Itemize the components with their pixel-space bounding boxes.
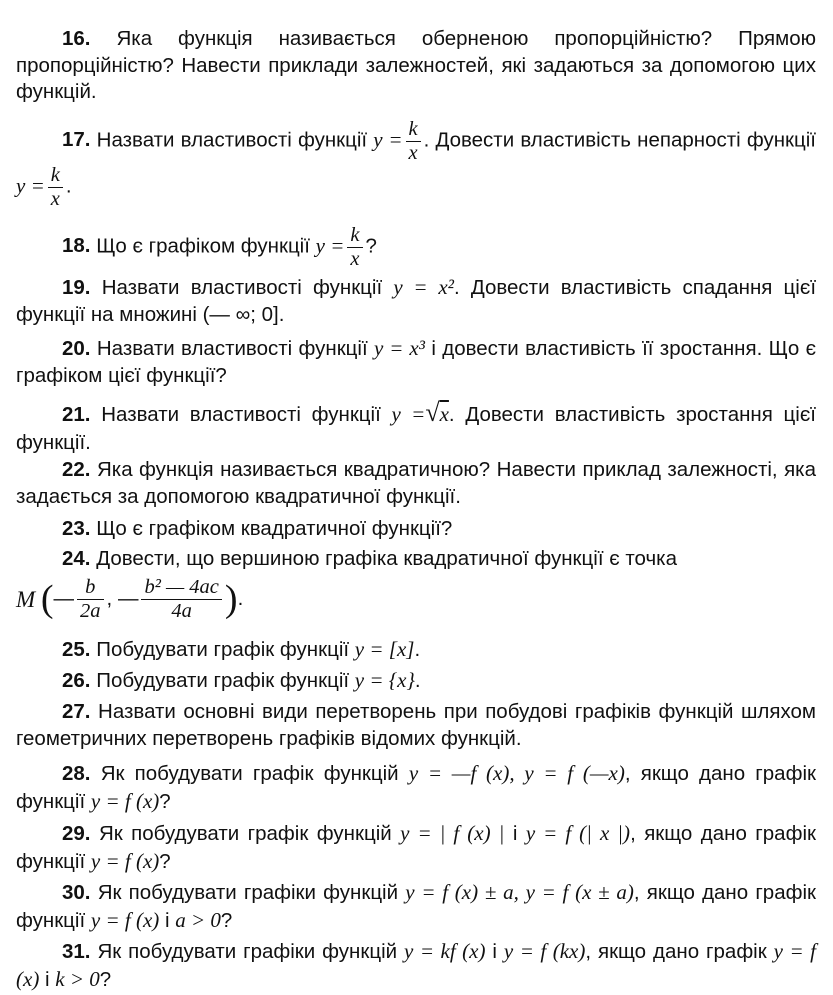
fraction-numerator: b² — 4ac xyxy=(141,576,221,600)
square-root-sign: √ xyxy=(425,398,440,427)
formula: y = —f (x), y = f (—x) xyxy=(408,761,625,785)
exercise-text: Побудувати графік функції xyxy=(96,669,350,692)
exercise-text: і xyxy=(45,967,50,991)
exercise-text: Довести, що вершиною графіка квадратичної функції є точка xyxy=(96,547,677,570)
exercise-31 xyxy=(16,938,816,993)
exercise-text: Побудувати графік функції xyxy=(96,638,350,661)
exercise-text: Як побудувати графіки функцій xyxy=(97,881,399,904)
fraction xyxy=(141,576,221,622)
formula: y = f (| x |) xyxy=(525,821,631,845)
exercise-text: . xyxy=(414,638,421,661)
formula: y = f (x) ± a, y = f (x ± a) xyxy=(405,880,634,904)
fraction-numerator: k xyxy=(406,118,421,142)
exercise-number: 29. xyxy=(62,822,91,845)
period: . xyxy=(237,586,244,610)
exercise-number: 27. xyxy=(62,700,91,723)
exercise-18 xyxy=(16,224,816,270)
exercise-text: і довести властивість її зростання. Що є графіком цієї функції? xyxy=(16,337,817,387)
left-paren: ( xyxy=(40,577,54,620)
exercise-text: Що є графіком функції xyxy=(96,234,310,258)
right-paren: ) xyxy=(224,577,238,620)
formula: y = f (kx) xyxy=(503,939,586,963)
exercise-text: Назвати властивості функції xyxy=(101,276,383,299)
exercise-number: 24. xyxy=(62,547,91,570)
formula: y = kf (x) xyxy=(404,939,486,963)
exercise-23 xyxy=(16,516,816,543)
exercise-text: Назвати основні види перетворень при побудові графіків функцій шляхом геометричних перетворень графіків відомих функцій. xyxy=(16,700,816,750)
exercise-text: Як побудувати графік функцій xyxy=(98,822,392,845)
fraction-denominator: x xyxy=(350,247,360,270)
exercise-text: ? xyxy=(365,234,377,258)
exercise-text: Назвати властивості функції xyxy=(96,337,368,360)
exercise-text: ? xyxy=(159,789,171,813)
fraction-denominator: x xyxy=(408,141,418,164)
formula: y = f (x) xyxy=(90,848,160,873)
exercise-29 xyxy=(16,820,816,875)
fraction xyxy=(347,224,362,270)
exercise-16 xyxy=(16,26,816,106)
fraction-denominator: x xyxy=(50,187,60,210)
formula: y = {x} xyxy=(354,668,415,692)
exercise-number: 19. xyxy=(62,276,91,299)
formula: y = | f (x) | xyxy=(400,821,505,845)
exercise-28 xyxy=(16,760,816,815)
formula: y = f (x) xyxy=(90,788,160,813)
exercise-text: . Довести властивість зростання цієї функції. xyxy=(16,403,817,454)
formula: a > 0 xyxy=(175,907,221,932)
fraction-denominator: 4a xyxy=(171,599,192,622)
exercise-number: 17. xyxy=(62,128,91,152)
formula: y = xyxy=(373,127,403,152)
exercise-text: і xyxy=(512,822,518,845)
exercise-text: . xyxy=(65,174,72,198)
exercise-text: ? xyxy=(159,849,171,873)
exercise-30 xyxy=(16,879,816,934)
exercise-20 xyxy=(16,335,816,389)
exercise-number: 16. xyxy=(62,27,91,50)
exercise-17 xyxy=(16,118,816,210)
fraction-numerator: b xyxy=(77,576,104,600)
formula: y = f (x) xyxy=(16,939,816,991)
comma: , xyxy=(106,586,113,610)
exercise-text: , якщо дано графік функції xyxy=(16,822,816,873)
exercise-25 xyxy=(16,636,816,664)
formula: y = x³ xyxy=(374,336,425,360)
fraction-numerator: k xyxy=(48,164,63,188)
minus-sign: — xyxy=(53,586,75,610)
formula: y = [x] xyxy=(354,637,415,661)
exercise-text: Яка функція називається квадратичною? Навести приклад залежності, яка задається за допомогою квадратичної функції. xyxy=(16,458,816,508)
formula: y = xyxy=(391,402,426,426)
exercise-text: Назвати властивості функції xyxy=(101,403,381,426)
exercise-text: , якщо дано графік xyxy=(585,940,767,963)
exercise-text: ? xyxy=(99,967,112,991)
exercise-number: 30. xyxy=(62,881,91,904)
exercise-number: 31. xyxy=(62,940,91,963)
exercise-text: . Довести властивість непарності функції xyxy=(423,128,816,152)
exercise-27 xyxy=(16,699,816,752)
exercise-22 xyxy=(16,457,816,510)
exercise-number: 20. xyxy=(62,337,91,360)
exercise-26 xyxy=(16,667,816,695)
minus-sign: — xyxy=(117,586,139,610)
formula: y = xyxy=(315,233,345,258)
exercise-text: Як побудувати графік функцій xyxy=(100,762,399,785)
exercise-text: і xyxy=(164,908,170,932)
exercise-24 xyxy=(16,546,816,624)
exercise-number: 23. xyxy=(62,517,91,540)
exercise-number: 25. xyxy=(62,638,91,661)
formula: y = x² xyxy=(393,275,454,299)
exercise-text: , якщо дано графік функції xyxy=(16,881,816,932)
fraction xyxy=(406,118,421,164)
exercise-number: 18. xyxy=(62,234,91,258)
exercise-text: . xyxy=(414,669,421,692)
exercise-number: 26. xyxy=(62,669,91,692)
fraction xyxy=(77,576,104,622)
formula: k > 0 xyxy=(55,966,100,991)
fraction xyxy=(48,164,63,210)
exercise-19 xyxy=(16,274,816,328)
radicand: x xyxy=(439,402,449,426)
exercise-text: . Довести властивість спадання цієї функції на множині (— ∞; 0]. xyxy=(16,276,817,326)
exercise-text: Яка функція називається оберненою пропорційністю? Прямою пропорційністю? Навести приклади залежностей, які задаються за допомогою цих функцій. xyxy=(16,27,816,104)
exercise-text: , якщо дано графік функції xyxy=(16,762,816,813)
exercise-number: 22. xyxy=(62,458,91,481)
point-label: M xyxy=(16,586,36,612)
exercise-21 xyxy=(16,396,816,456)
fraction-numerator: k xyxy=(347,224,362,248)
exercise-number: 28. xyxy=(62,762,91,785)
exercise-text: і xyxy=(492,940,497,963)
exercise-text: Як побудувати графіки функцій xyxy=(97,940,398,963)
exercise-text: Назвати властивості функції xyxy=(96,128,368,152)
exercise-text: Що є графіком квадратичної функції? xyxy=(96,517,453,540)
exercise-text: ? xyxy=(220,908,233,932)
formula: y = xyxy=(16,173,45,198)
formula: y = f (x) xyxy=(90,907,160,932)
exercise-number: 21. xyxy=(62,403,91,426)
fraction-denominator: 2a xyxy=(80,599,101,622)
